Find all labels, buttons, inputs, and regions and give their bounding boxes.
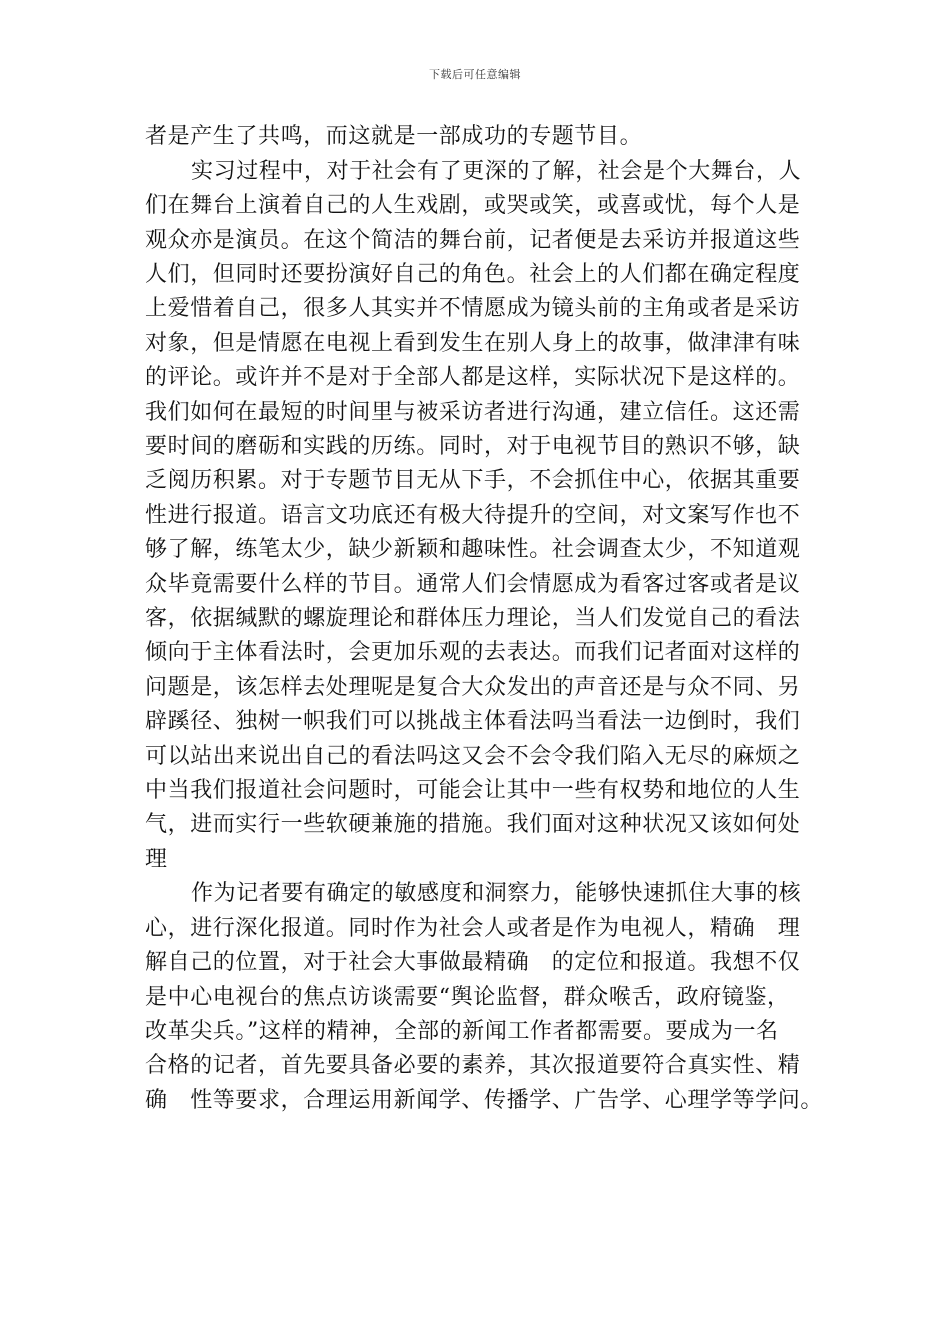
text-line: 性进行报道。语言文功底还有极大待提升的空间，对文案写作也不 [145,503,801,528]
text-line: 众毕竟需要什么样的节目。通常人们会情愿成为看客过客或者是议 [145,572,801,597]
text-line: 者是产生了共鸣，而这就是一部成功的专题节目。 [145,124,643,149]
page-header: 下载后可任意编辑 [429,68,521,81]
text-line: 要时间的磨砺和实践的历练。同时，对于电视节目的熟识不够，缺 [145,434,801,459]
text-line: 中当我们报道社会问题时，可能会让其中一些有权势和地位的人生 [145,778,801,803]
text-line: 改革尖兵。”这样的精神，全部的新闻工作者都需要。要成为一名 [145,1019,779,1044]
text-line: 解自己的位置，对于社会大事做最精确 的定位和报道。我想不仅 [145,950,801,975]
text-line: 作为记者要有确定的敏感度和洞察力，能够快速抓住大事的核 [191,881,802,906]
text-line: 确 性等要求，合理运用新闻学、传播学、广告学、心理学等学问。 [145,1088,824,1113]
text-line: 合格的记者，首先要具备必要的素养，其次报道要符合真实性、精 [145,1053,801,1078]
text-line: 上爱惜着自己，很多人其实并不情愿成为镜头前的主角或者是采访 [145,296,801,321]
text-line: 心，进行深化报道。同时作为社会人或者是作为电视人，精确 理 [145,916,801,941]
text-line: 客，依据缄默的螺旋理论和群体压力理论，当人们发觉自己的看法 [145,606,801,631]
text-line: 人们，但同时还要扮演好自己的角色。社会上的人们都在确定程度 [145,262,801,287]
text-line: 是中心电视台的焦点访谈需要“舆论监督，群众喉舌，政府镜鉴， [145,985,790,1010]
text-line: 倾向于主体看法时，会更加乐观的去表达。而我们记者面对这样的 [145,640,801,665]
text-line: 气，进而实行一些软硬兼施的措施。我们面对这种状况又该如何处 [145,812,801,837]
text-line: 的评论。或许并不是对于全部人都是这样，实际状况下是这样的。 [145,365,801,390]
text-line: 观众亦是演员。在这个简洁的舞台前，记者便是去采访并报道这些 [145,228,801,253]
text-line: 理 [145,847,168,872]
text-line: 乏阅历积累。对于专题节目无从下手，不会抓住中心，依据其重要 [145,468,801,493]
text-line: 对象，但是情愿在电视上看到发生在别人身上的故事，做津津有味 [145,331,801,356]
text-line: 够了解，练笔太少，缺少新颖和趣味性。社会调查太少，不知道观 [145,537,801,562]
text-line: 实习过程中，对于社会有了更深的了解，社会是个大舞台，人 [191,159,802,184]
text-line: 辟蹊径、独树一帜我们可以挑战主体看法吗当看法一边倒时，我们 [145,709,801,734]
text-line: 们在舞台上演着自己的人生戏剧，或哭或笑，或喜或忧，每个人是 [145,193,801,218]
text-line: 问题是，该怎样去处理呢是复合大众发出的声音还是与众不同、另 [145,675,801,700]
text-line: 我们如何在最短的时间里与被采访者进行沟通，建立信任。这还需 [145,400,801,425]
text-line: 可以站出来说出自己的看法吗这又会不会令我们陷入无尽的麻烦之 [145,744,801,769]
